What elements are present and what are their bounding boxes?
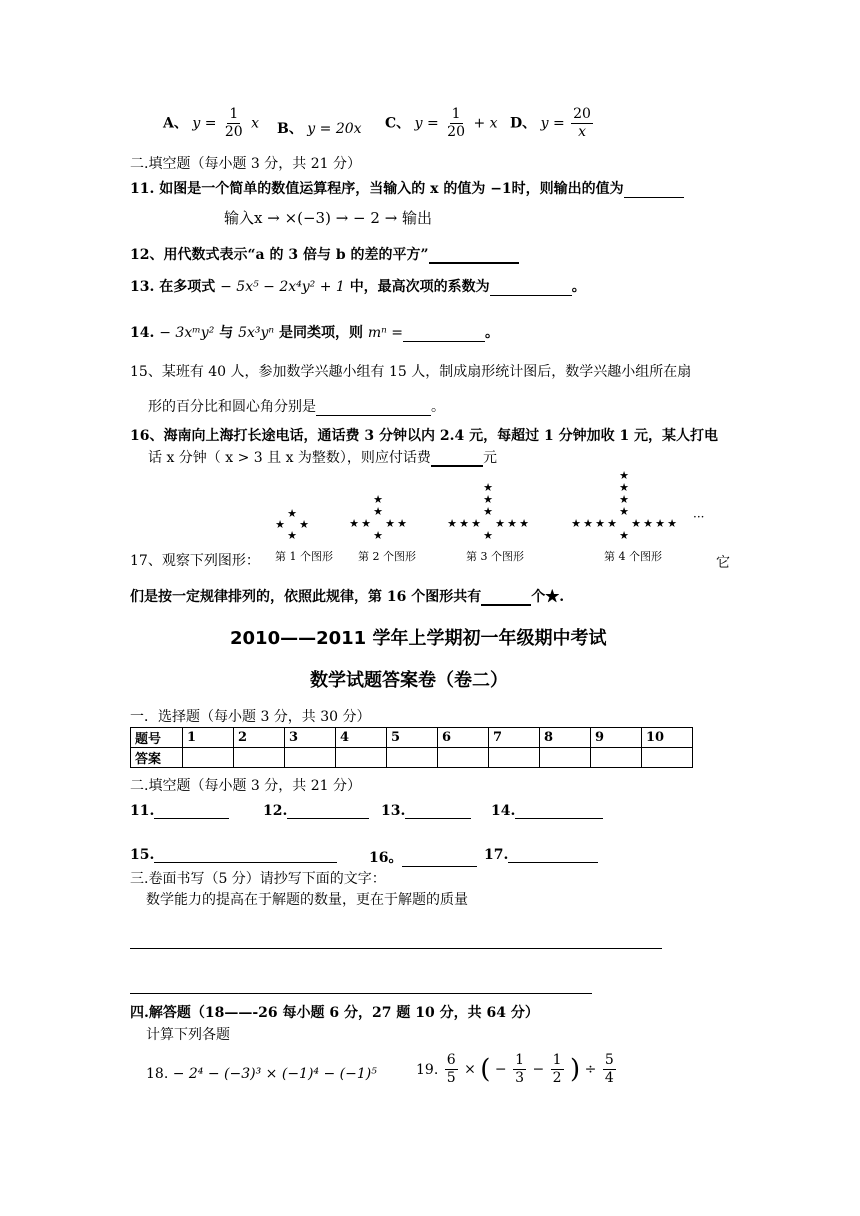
figure-1-stars (275, 507, 309, 542)
svg-text:★: ★ (619, 529, 629, 542)
writing-line-2[interactable] (130, 993, 592, 994)
question-13: 13. 在多项式 − 5x⁵ − 2x⁴y² + 1 中，最高次项的系数为 。 (130, 279, 586, 295)
svg-text:★: ★ (385, 517, 395, 530)
svg-text:★: ★ (287, 507, 297, 520)
svg-text:★: ★ (583, 517, 593, 530)
svg-text:★: ★ (483, 481, 493, 494)
q10-option-c: C、 y = $\frac{1}{20}$ + x (385, 106, 498, 140)
answer-cell[interactable] (591, 748, 642, 768)
blank-14[interactable]: 14. (491, 803, 603, 819)
q10-option-d: D、 y = $\frac{20}{x}$ (510, 106, 591, 140)
blank-12[interactable]: 12. (263, 803, 369, 819)
svg-text:★: ★ (459, 517, 469, 530)
answer-blank (431, 451, 483, 467)
svg-text:★: ★ (495, 517, 505, 530)
svg-text:★: ★ (349, 517, 359, 530)
section-header-fill-blank: 二.填空题（每小题 3 分，共 21 分） (130, 156, 361, 172)
q10-option-a-suffix: x (251, 115, 260, 132)
svg-text:★: ★ (483, 493, 493, 506)
svg-text:★: ★ (471, 517, 481, 530)
q10-option-a-label: A、 (163, 115, 188, 132)
svg-text:★: ★ (373, 493, 383, 506)
figure-3-stars (447, 481, 529, 542)
svg-text:★: ★ (619, 481, 629, 494)
answer-table (130, 727, 693, 768)
table-cell-number: 1 (183, 728, 234, 748)
svg-text:★: ★ (447, 517, 457, 530)
answer-section-choice: 一．选择题（每小题 3 分，共 30 分） (130, 709, 371, 725)
question-17-lead: 17、观察下列图形： (130, 553, 260, 569)
svg-text:★: ★ (595, 517, 605, 530)
answer-cell[interactable] (489, 748, 540, 768)
table-cell-number: 6 (438, 728, 489, 748)
svg-text:★: ★ (373, 529, 383, 542)
answer-blank (316, 401, 431, 416)
svg-text:★: ★ (619, 493, 629, 506)
answer-blank (481, 590, 531, 606)
answer-blank (403, 327, 485, 342)
svg-text:★: ★ (299, 518, 309, 531)
svg-text:★: ★ (287, 529, 297, 542)
q10-option-b: B、 y = 20x (277, 121, 362, 137)
svg-text:★: ★ (397, 517, 407, 530)
answer-blank (624, 183, 684, 198)
table-header-number: 题号 (131, 728, 183, 748)
svg-text:★: ★ (571, 517, 581, 530)
blank-17[interactable]: 17. (484, 847, 598, 863)
q11-program-flow: 输入x → ×(−3) → − 2 → 输出 (224, 209, 433, 227)
q10-option-a-prefix: y = (192, 115, 217, 132)
figure-2-caption: 第 2 个图形 (358, 550, 416, 563)
svg-text:★: ★ (361, 517, 371, 530)
section-4-header: 四.解答题（18——-26 每小题 6 分，27 题 10 分，共 64 分） (130, 1005, 539, 1021)
blank-11[interactable]: 11. (130, 803, 229, 819)
table-cell-number: 3 (285, 728, 336, 748)
answer-cell[interactable] (438, 748, 489, 768)
answer-cell[interactable] (336, 748, 387, 768)
table-cell-number: 9 (591, 728, 642, 748)
writing-line-1[interactable] (130, 948, 662, 949)
question-18: 18. − 2⁴ − (−3)³ × (−1)⁴ − (−1)⁵ (146, 1066, 377, 1082)
question-14: 14. − 3xᵐy² 与 5x³yⁿ 是同类项，则 mⁿ = 。 (130, 325, 499, 341)
svg-text:★: ★ (643, 517, 653, 530)
svg-text:★: ★ (667, 517, 677, 530)
svg-text:★: ★ (619, 469, 629, 482)
table-cell-number: 5 (387, 728, 438, 748)
q17-ellipsis: ··· (693, 510, 705, 524)
svg-text:★: ★ (619, 505, 629, 518)
q10-option-a-fraction: $\frac{1}{20}$ (224, 106, 243, 140)
question-15-line2: 形的百分比和圆心角分别是 。 (148, 399, 445, 415)
question-12: 12、用代数式表示“a 的 3 倍与 b 的差的平方” (130, 244, 519, 264)
figure-1-caption: 第 1 个图形 (275, 550, 333, 563)
table-cell-number: 8 (540, 728, 591, 748)
figure-2-stars (349, 493, 407, 542)
blank-15[interactable]: 15. (130, 847, 337, 863)
table-header-answer: 答案 (131, 748, 183, 768)
svg-text:★: ★ (373, 505, 383, 518)
answer-cell[interactable] (387, 748, 438, 768)
section-4-subheader: 计算下列各题 (146, 1027, 230, 1043)
blank-13[interactable]: 13. (381, 803, 471, 819)
answer-section-fill-blank: 二.填空题（每小题 3 分，共 21 分） (130, 778, 361, 794)
svg-text:★: ★ (519, 517, 529, 530)
section-3-header: 三.卷面书写（5 分）请抄写下面的文字： (130, 871, 386, 887)
svg-text:★: ★ (483, 529, 493, 542)
figure-4-caption: 第 4 个图形 (604, 550, 662, 563)
answer-table-answer-row (131, 748, 693, 768)
answer-blank (490, 281, 572, 296)
answer-cell[interactable] (540, 748, 591, 768)
question-15-line1: 15、某班有 40 人，参加数学兴趣小组有 15 人，制成扇形统计图后，数学兴趣小组所在扇 (130, 364, 692, 380)
question-16-line2: 话 x 分钟（ x > 3 且 x 为整数），则应付话费 元 (148, 450, 497, 466)
section-3-copy-text: 数学能力的提高在于解题的数量，更在于解题的质量 (146, 892, 468, 908)
answer-table-header-row (131, 728, 693, 748)
table-cell-number: 2 (234, 728, 285, 748)
figure-3-caption: 第 3 个图形 (466, 550, 524, 563)
answer-cell[interactable] (234, 748, 285, 768)
exam-title: 2010——2011 学年上学期初一年级期中考试 (230, 628, 607, 649)
q10-options (163, 106, 259, 141)
answer-blank (429, 248, 519, 264)
svg-text:★: ★ (655, 517, 665, 530)
svg-text:★: ★ (631, 517, 641, 530)
answer-cell[interactable] (642, 748, 693, 768)
blank-16[interactable]: 16。 (369, 847, 477, 867)
svg-text:★: ★ (607, 517, 617, 530)
svg-text:★: ★ (483, 505, 493, 518)
table-cell-number: 7 (489, 728, 540, 748)
figure-4-stars (571, 469, 677, 542)
table-cell-number: 10 (642, 728, 693, 748)
question-17-tail: 它 (716, 555, 730, 571)
question-17-line2: 们是按一定规律排列的，依照此规律，第 16 个图形共有 个★. (130, 589, 565, 605)
question-16-line1: 16、海南向上海打长途电话，通话费 3 分钟以内 2.4 元，每超过 1 分钟加收 1 元，某人打电 (130, 428, 719, 444)
answer-cell[interactable] (183, 748, 234, 768)
svg-text:★: ★ (507, 517, 517, 530)
svg-text:★: ★ (275, 518, 285, 531)
question-11: 11. 如图是一个简单的数值运算程序，当输入的 x 的值为 −1时，则输出的值为 (130, 178, 684, 198)
answer-cell[interactable] (285, 748, 336, 768)
question-19: 19. $\frac{6}{5}$ × ( − $\frac{1}{3}$ − $\frac{1}{2}$ ) ÷ $\frac{5}{4}$ (416, 1052, 614, 1086)
table-cell-number: 4 (336, 728, 387, 748)
exam-subtitle: 数学试题答案卷（卷二） (310, 670, 508, 691)
